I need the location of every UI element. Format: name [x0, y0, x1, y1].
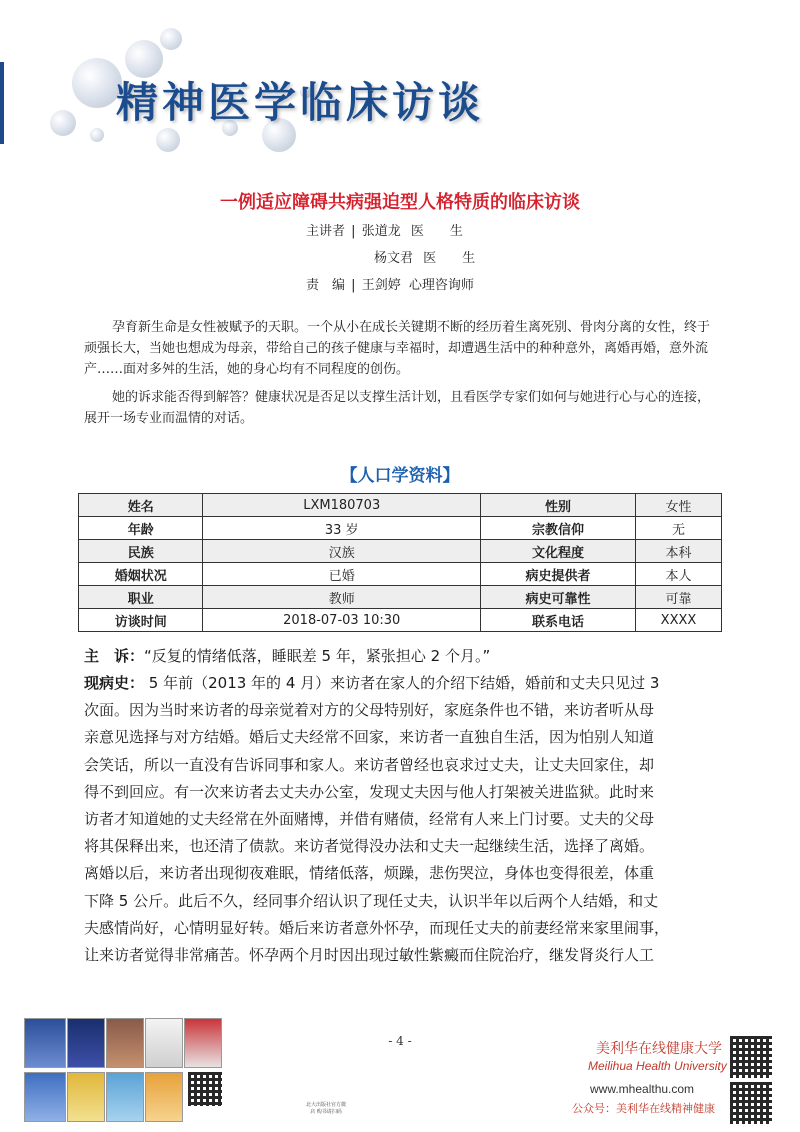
table-value-cell: 无	[635, 517, 721, 540]
intro-paragraph: 她的诉求能否得到解答？健康状况是否足以支撑生活计划，且看医学专家们如何与她进行心与心的连接，展开一场专业而温情的对话。	[84, 390, 711, 426]
complaint-text: “反复的情绪低落，睡眠差 5 年，紧张担心 2 个月。”	[144, 647, 491, 665]
table-label-cell: 性别	[480, 494, 635, 517]
table-value-cell: 2018-07-03 10:30	[203, 609, 480, 632]
header-title: 精神医学临床访谈	[116, 78, 485, 127]
table-row	[79, 609, 722, 632]
table-label-cell: 访谈时间	[79, 609, 203, 632]
table-label-cell: 年龄	[79, 517, 203, 540]
credit-title: 心理咨询师	[408, 278, 474, 293]
qr-caption: 北大出版社官方微店 购书请扫码	[306, 1102, 347, 1115]
qr-code-icon	[188, 1072, 222, 1106]
credit-separator: |	[351, 224, 356, 239]
credit-name: 张道龙	[361, 224, 401, 239]
table-label-cell: 姓名	[79, 494, 203, 517]
book-cover-image	[24, 1072, 66, 1122]
table-label-cell: 职业	[79, 586, 203, 609]
complaint-label: 主 诉：	[84, 647, 145, 665]
article-title: 一例适应障碍共病强迫型人格特质的临床访谈	[220, 192, 580, 213]
demographics-section-title: 【人口学资料】	[340, 466, 460, 486]
credit-role: 责 编	[306, 278, 346, 293]
history-label: 现病史：	[84, 674, 145, 692]
history-line: 下降 5 公斤。此后不久，经同事介绍认识了现任丈夫，认识半年以后两个人结婚，和丈	[84, 891, 659, 910]
credit-name: 杨文君	[374, 251, 414, 266]
table-value-cell: XXXX	[635, 609, 721, 632]
website-url: www.mhealthu.com	[590, 1082, 695, 1096]
table-value-cell: LXM180703	[203, 494, 480, 517]
credit-title: 医 生	[423, 251, 476, 266]
history-line: 亲意见选择与对方结婚。婚后丈夫经常不回家，来访者一直独自生活，因为怕别人知道	[84, 728, 655, 747]
header-decor-dot	[156, 128, 180, 152]
brand-name-cn: 美利华在线健康大学	[596, 1041, 722, 1057]
table-row	[79, 494, 722, 517]
qr-code-icon	[730, 1036, 772, 1078]
credit-role: 主讲者	[306, 224, 346, 239]
table-value-cell: 已婚	[203, 563, 480, 586]
credit-row	[306, 220, 463, 239]
history-line: 次面。因为当时来访者的母亲觉着对方的父母特别好，家庭条件也不错，来访者听从母	[84, 701, 655, 720]
qr-code-icon	[730, 1082, 772, 1124]
table-value-cell: 女性	[635, 494, 721, 517]
history-line: 离婚以后，来访者出现彻夜难眠，情绪低落，烦躁，悲伤哭泣，身体也变得很差，体重	[84, 864, 655, 883]
table-value-cell: 汉族	[203, 540, 480, 563]
header-decor-dot	[90, 128, 104, 142]
book-cover-image	[145, 1072, 183, 1122]
table-label-cell: 婚姻状况	[79, 563, 203, 586]
credit-title: 医 生	[410, 224, 463, 239]
table-value-cell: 本科	[635, 540, 721, 563]
table-value-cell: 本人	[635, 563, 721, 586]
table-label-cell: 民族	[79, 540, 203, 563]
book-cover-image	[67, 1072, 105, 1122]
table-label-cell: 病史提供者	[480, 563, 635, 586]
table-row	[79, 586, 722, 609]
table-label-cell: 文化程度	[480, 540, 635, 563]
table-value-cell: 可靠	[635, 586, 721, 609]
table-row	[79, 517, 722, 540]
table-label-cell: 联系电话	[480, 609, 635, 632]
table-row	[79, 563, 722, 586]
history-line: 访者才知道她的丈夫经常在外面赌博，并借有赌债，经常有人来上门讨要。丈夫的父母	[84, 810, 655, 829]
credit-separator: |	[351, 278, 356, 293]
history-line: 夫感情尚好，心情明显好转。婚后来访者意外怀孕，而现任丈夫的前妻经常来家里闹事，	[84, 918, 670, 937]
chief-complaint	[84, 643, 720, 670]
history-line: 得不到回应。有一次来访者去丈夫办公室，发现丈夫因与他人打架被关进监狱。此时来	[84, 782, 655, 801]
header-decor-dot	[50, 110, 76, 136]
book-cover-image	[106, 1072, 144, 1122]
table-value-cell: 教师	[203, 586, 480, 609]
present-illness-history	[84, 670, 720, 969]
demographics-table	[78, 493, 722, 632]
history-line: 现病史： 5 年前（2013 年的 4 月）来访者在家人的介绍下结婚，婚前和丈夫只见过 3	[84, 674, 660, 692]
credit-row	[374, 247, 475, 266]
table-value-cell: 33 岁	[203, 517, 480, 540]
brand-name-en: Meilihua Health University	[588, 1059, 727, 1073]
credit-name: 王剑婷	[361, 278, 401, 293]
table-row	[79, 540, 722, 563]
intro-paragraph: 孕育新生命是女性被赋予的天职。一个从小在成长关键期不断的经历着生离死别、骨肉分离的女性，终于顽强长大，当她也想成为母亲，带给自己的孩子健康与幸福时，却遭遇生活中的种种意外，离婚再婚，意外流产……面对多舛的生活，她的身心均有不同程度的创伤。	[84, 320, 711, 377]
table-label-cell: 病史可靠性	[480, 586, 635, 609]
header-accent-bar	[0, 62, 4, 144]
history-line: 将其保释出来，也还清了债款。来访者觉得没办法和丈夫一起继续生活，选择了离婚。	[84, 837, 655, 856]
history-line: 让来访者觉得非常痛苦。怀孕两个月时因出现过敏性紫癜而住院治疗，继发肾炎行人工	[84, 946, 655, 965]
history-line: 会笑话，所以一直没有告诉同事和家人。来访者曾经也哀求过丈夫，让丈夫回家住，却	[84, 755, 655, 774]
header-decor-dot	[160, 28, 182, 50]
table-label-cell: 宗教信仰	[480, 517, 635, 540]
credit-row	[306, 274, 474, 293]
page-number: - 4 -	[388, 1034, 412, 1048]
wechat-account: 公众号：美利华在线精神健康	[572, 1102, 715, 1115]
header-decor-dot	[72, 58, 122, 108]
